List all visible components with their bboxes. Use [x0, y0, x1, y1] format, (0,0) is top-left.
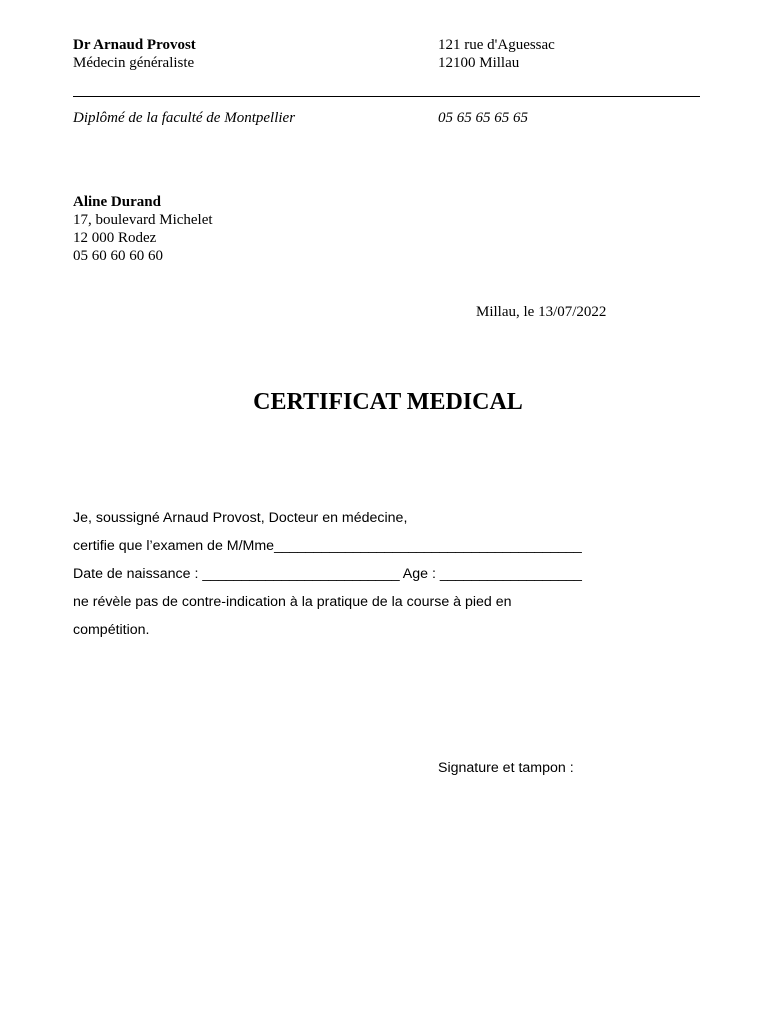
patient-city: 12 000 Rodez	[73, 230, 157, 246]
doctor-phone: 05 65 65 65 65	[438, 110, 528, 126]
office-address	[438, 36, 555, 72]
body-line-birth-date-age: Date de naissance : _________________________ Age : __________________	[73, 566, 582, 582]
patient-phone: 05 60 60 60 60	[73, 248, 163, 264]
patient-address-block	[73, 193, 213, 265]
doctor-name: Dr Arnaud Provost	[73, 37, 196, 53]
signature-label: Signature et tampon :	[438, 760, 574, 776]
patient-street: 17, boulevard Michelet	[73, 212, 213, 228]
body-line-competition: compétition.	[73, 622, 150, 638]
place-and-date: Millau, le 13/07/2022	[476, 304, 607, 320]
doctor-specialty: Médecin généraliste	[73, 55, 195, 71]
body-line-declaration: Je, soussigné Arnaud Provost, Docteur en médecine,	[73, 510, 408, 526]
patient-name: Aline Durand	[73, 194, 161, 210]
office-address-city: 12100 Millau	[438, 55, 520, 71]
document-title: CERTIFICAT MEDICAL	[253, 389, 523, 415]
header-divider	[73, 96, 700, 97]
body-line-patient-name: certifie que l’examen de M/Mme_______________________________________	[73, 538, 582, 554]
doctor-identity	[73, 36, 196, 72]
body-line-no-contraindication: ne révèle pas de contre-indication à la pratique de la course à pied en	[73, 594, 512, 610]
doctor-diploma: Diplômé de la faculté de Montpellier	[73, 110, 296, 126]
certificate-body	[73, 508, 582, 648]
office-address-street: 121 rue d'Aguessac	[438, 37, 555, 53]
